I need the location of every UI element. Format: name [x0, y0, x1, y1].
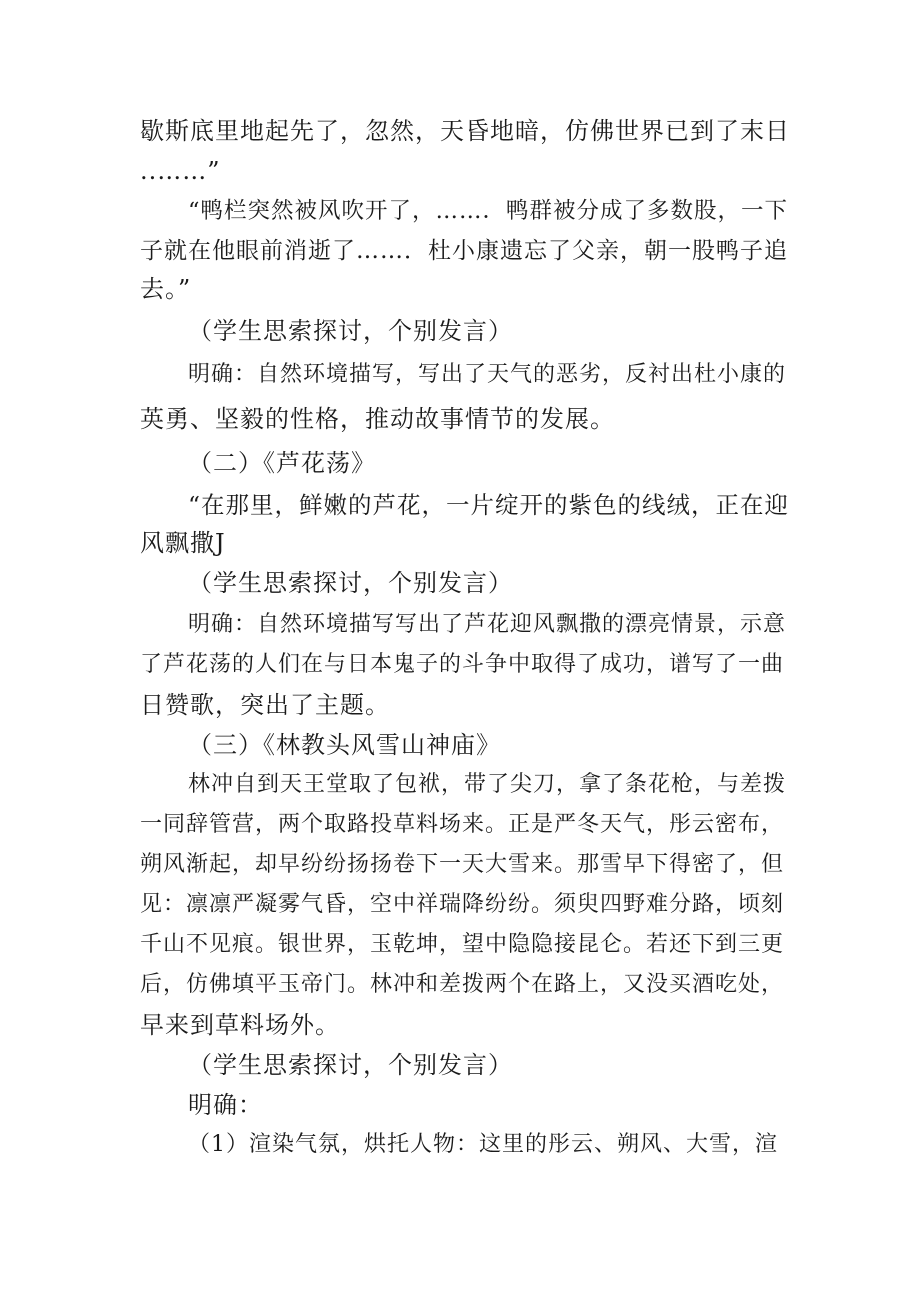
text-line: “鸭栏突然被风吹开了，……．鸭群被分成了多数股，一下: [188, 198, 789, 224]
text-line: 早来到草料场外。: [140, 1011, 340, 1039]
text-line: （1）渲染气氛，烘托人物：这里的彤云、朔风、大雪，渲: [188, 1132, 778, 1157]
section-heading: （二）《芦花荡》: [188, 449, 376, 477]
text-line: 去。”: [140, 275, 192, 303]
text-line: 千山不见痕。银世界，玉乾坤，望中隐隐接昆仑。若还下到三更: [140, 932, 785, 957]
text-line: 日赞歌，突出了主题。: [140, 691, 390, 719]
text-line: 林冲自到天王堂取了包袱，带了尖刀，拿了条花枪，与差拨: [188, 772, 787, 797]
text-line: “在那里，鲜嫩的芦花，一片绽开的紫色的线绒，正在迎: [188, 491, 790, 519]
text-line: 一同辞管营，两个取路投草料场来。正是严冬天气，彤云密布，: [140, 812, 785, 837]
text-line: 明确：自然环境描写写出了芦花迎风飘撒的漂亮情景，示意: [188, 612, 787, 637]
section-heading: （三）《林教头风雪山神庙》: [188, 731, 501, 759]
text-line: 了芦花荡的人们在与日本鬼子的斗争中取得了成功，谱写了一曲: [140, 652, 785, 677]
text-line: （学生思索探讨，个别发言）: [188, 569, 513, 597]
text-line: 风飘撒J: [140, 529, 226, 557]
text-line: 见：凛凛严凝雾气昏，空中祥瑞降纷纷。须臾四野难分路，顷刻: [140, 892, 785, 917]
text-line: 子就在他眼前消逝了……．杜小康遗忘了父亲，朝一股鸭子追: [140, 238, 788, 264]
text-line: 明确：自然环境描写，写出了天气的恶劣，反衬出杜小康的: [188, 362, 787, 387]
text-line: （学生思索探讨，个别发言）: [188, 1051, 513, 1079]
text-line: 英勇、坚毅的性格，推动故事情节的发展。: [140, 405, 615, 433]
text-line: 明确：: [188, 1091, 263, 1119]
text-line: 后，仿佛填平玉帝门。林冲和差拨两个在路上，又没买酒吃处，: [140, 972, 785, 997]
text-line: 歇斯底里地起先了，忽然，天昏地暗，仿佛世界已到了末日: [140, 117, 790, 145]
text-line: （学生思索探讨，个别发言）: [188, 317, 513, 345]
text-line: ..……”: [140, 157, 221, 185]
text-line: 朔风渐起，却早纷纷扬扬卷下一天大雪来。那雪早下得密了，但: [140, 852, 785, 877]
